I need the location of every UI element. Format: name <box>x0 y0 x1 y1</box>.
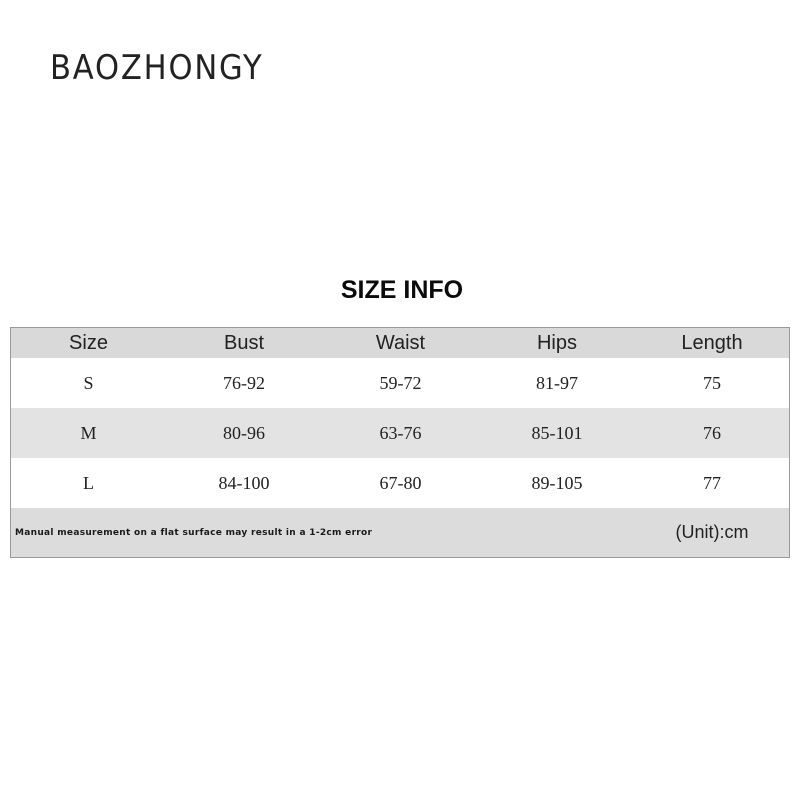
cell-waist: 63-76 <box>379 422 422 443</box>
unit-label: (Unit):cm <box>675 522 749 542</box>
cell-waist: 67-80 <box>379 472 422 493</box>
brand-logo: BAOZHONGY <box>50 48 264 88</box>
cell-bust: 84-100 <box>218 472 270 493</box>
cell-size: S <box>83 372 94 393</box>
cell-hips: 89-105 <box>531 472 583 493</box>
header-length: Length <box>681 331 743 354</box>
cell-bust: 80-96 <box>223 422 265 443</box>
table-footer-row <box>11 508 789 557</box>
cell-size: M <box>80 422 97 443</box>
cell-length: 75 <box>703 372 721 393</box>
size-info-title: SIZE INFO <box>340 276 464 304</box>
table-header-row <box>11 328 789 358</box>
measurement-note: Manual measurement on a flat surface may result in a 1-2cm error <box>15 527 373 538</box>
table-row <box>11 458 789 508</box>
cell-waist: 59-72 <box>379 372 422 393</box>
header-hips: Hips <box>536 331 577 354</box>
cell-length: 77 <box>703 472 721 493</box>
table-row <box>11 408 789 458</box>
header-size: Size <box>69 331 108 354</box>
cell-size: L <box>83 472 94 493</box>
cell-hips: 85-101 <box>531 422 583 443</box>
cell-bust: 76-92 <box>223 372 265 393</box>
cell-hips: 81-97 <box>536 372 578 393</box>
size-table <box>10 327 790 558</box>
table-row <box>11 358 789 408</box>
header-bust: Bust <box>223 331 265 354</box>
header-waist: Waist <box>375 331 426 354</box>
cell-length: 76 <box>703 422 721 443</box>
